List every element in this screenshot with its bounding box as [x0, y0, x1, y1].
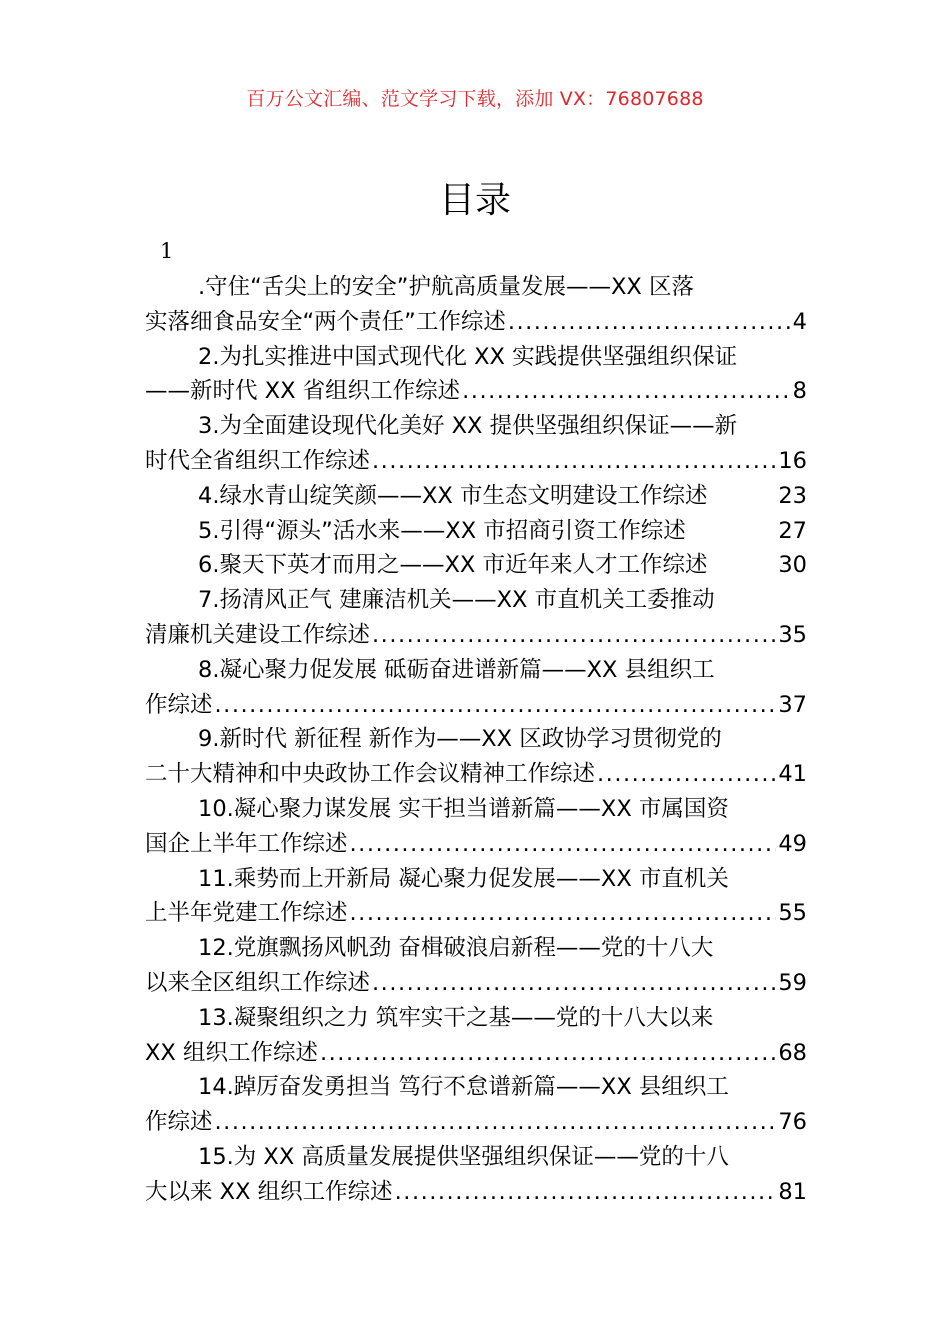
toc-entry-title-cont: 时代全省组织工作综述 [145, 447, 371, 474]
toc-entry-title: 10.凝心聚力谋发展 实干担当谱新篇——XX 市属国资 [198, 795, 729, 822]
toc-entry[interactable] [145, 931, 807, 1001]
toc-entry-title-cont: 实落细食品安全“两个责任”工作综述 [145, 308, 506, 335]
toc-leader-dots [215, 688, 777, 723]
toc-entry-title: 8.凝心聚力促发展 砥砺奋进谱新篇——XX 县组织工 [198, 656, 715, 683]
table-of-contents [145, 270, 807, 1210]
toc-page-number: 30 [778, 552, 807, 579]
toc-page-number: 76 [778, 1109, 807, 1136]
toc-leader-dots [215, 1105, 777, 1140]
toc-entry-title: 3.为全面建设现代化美好 XX 提供坚强组织保证——新 [198, 413, 738, 440]
toc-leader-dots [350, 896, 777, 931]
toc-entry-title-cont: 清廉机关建设工作综述 [145, 621, 371, 648]
toc-entry-title: 4.绿水青山绽笑颜——XX 市生态文明建设工作综述 [198, 482, 708, 509]
toc-entry-title: .守住“舌尖上的安全”护航高质量发展——XX 区落 [198, 274, 694, 300]
page-title: 目录 [438, 180, 511, 221]
toc-entry-title-cont: 作综述 [145, 1109, 213, 1136]
toc-entry-title-cont: 上半年党建工作综述 [145, 900, 348, 927]
toc-entry-title-cont: 作综述 [145, 691, 213, 718]
toc-leader-dots [462, 374, 791, 409]
toc-page-number: 41 [778, 761, 807, 788]
toc-entry[interactable] [145, 722, 807, 792]
toc-page-number: 55 [778, 900, 807, 927]
toc-leader-dots [372, 966, 776, 1001]
toc-page-number: 4 [792, 308, 807, 335]
toc-leader-dots [372, 618, 776, 653]
toc-entry-title: 15.为 XX 高质量发展提供坚强组织保证——党的十八 [198, 1143, 729, 1170]
toc-entry[interactable] [145, 1140, 807, 1210]
toc-entry[interactable] [145, 479, 807, 514]
page-marker: 1 [160, 239, 174, 263]
toc-entry-title-cont: XX 组织工作综述 [145, 1039, 318, 1066]
toc-entry[interactable] [145, 409, 807, 479]
toc-leader-dots [597, 757, 776, 792]
toc-entry-title-cont: 以来全区组织工作综述 [145, 969, 371, 996]
toc-page-number: 35 [778, 621, 807, 648]
toc-entry-title: 12.党旗飘扬风帆劲 奋楫破浪启新程——党的十八大 [198, 935, 714, 962]
toc-entry-title: 14.踔厉奋发勇担当 笃行不怠谱新篇——XX 县组织工 [198, 1074, 729, 1101]
toc-page-number: 16 [778, 447, 807, 474]
toc-entry[interactable] [145, 548, 807, 583]
toc-entry-title-cont: 二十大精神和中央政协工作会议精神工作综述 [145, 761, 596, 788]
toc-entry-title: 11.乘势而上开新局 凝心聚力促发展——XX 市直机关 [198, 865, 729, 892]
toc-leader-dots [320, 1036, 776, 1071]
toc-page-number: 81 [778, 1178, 807, 1205]
toc-entry[interactable] [145, 792, 807, 862]
toc-entry-title: 7.扬清风正气 建廉洁机关——XX 市直机关工委推动 [198, 587, 715, 614]
toc-entry[interactable] [145, 1001, 807, 1071]
toc-entry-title-cont: 国企上半年工作综述 [145, 830, 348, 857]
toc-page-number: 68 [778, 1039, 807, 1066]
toc-entry[interactable] [145, 583, 807, 653]
toc-entry-title: 5.引得“源头”活水来——XX 市招商引资工作综述 [198, 517, 686, 544]
toc-entry[interactable] [145, 1070, 807, 1140]
toc-entry-title: 13.凝聚组织之力 筑牢实干之基——党的十八大以来 [198, 1004, 714, 1031]
toc-page-number: 8 [792, 378, 807, 405]
toc-entry-title: 9.新时代 新征程 新作为——XX 区政协学习贯彻党的 [198, 726, 722, 753]
toc-entry[interactable] [145, 514, 807, 549]
toc-entry-title-cont: ——新时代 XX 省组织工作综述 [145, 378, 461, 405]
toc-page-number: 59 [778, 969, 807, 996]
toc-page-number: 49 [778, 830, 807, 857]
toc-entry[interactable] [145, 862, 807, 932]
toc-entry-title: 2.为扎实推进中国式现代化 XX 实践提供坚强组织保证 [198, 343, 738, 370]
watermark-header: 百万公文汇编、范文学习下载，添加 VX：76807688 [246, 88, 704, 110]
toc-leader-dots [350, 827, 777, 862]
toc-leader-dots [395, 1175, 777, 1210]
toc-entry[interactable] [145, 340, 807, 410]
toc-leader-dots [372, 444, 776, 479]
toc-entry[interactable] [145, 653, 807, 723]
toc-page-number: 23 [778, 482, 807, 509]
toc-page-number: 37 [778, 691, 807, 718]
toc-entry-title: 6.聚天下英才而用之——XX 市近年来人才工作综述 [198, 552, 708, 579]
toc-leader-dots [508, 305, 791, 340]
toc-page-number: 27 [778, 517, 807, 544]
toc-entry[interactable] [145, 270, 807, 340]
toc-entry-title-cont: 大以来 XX 组织工作综述 [145, 1178, 393, 1205]
